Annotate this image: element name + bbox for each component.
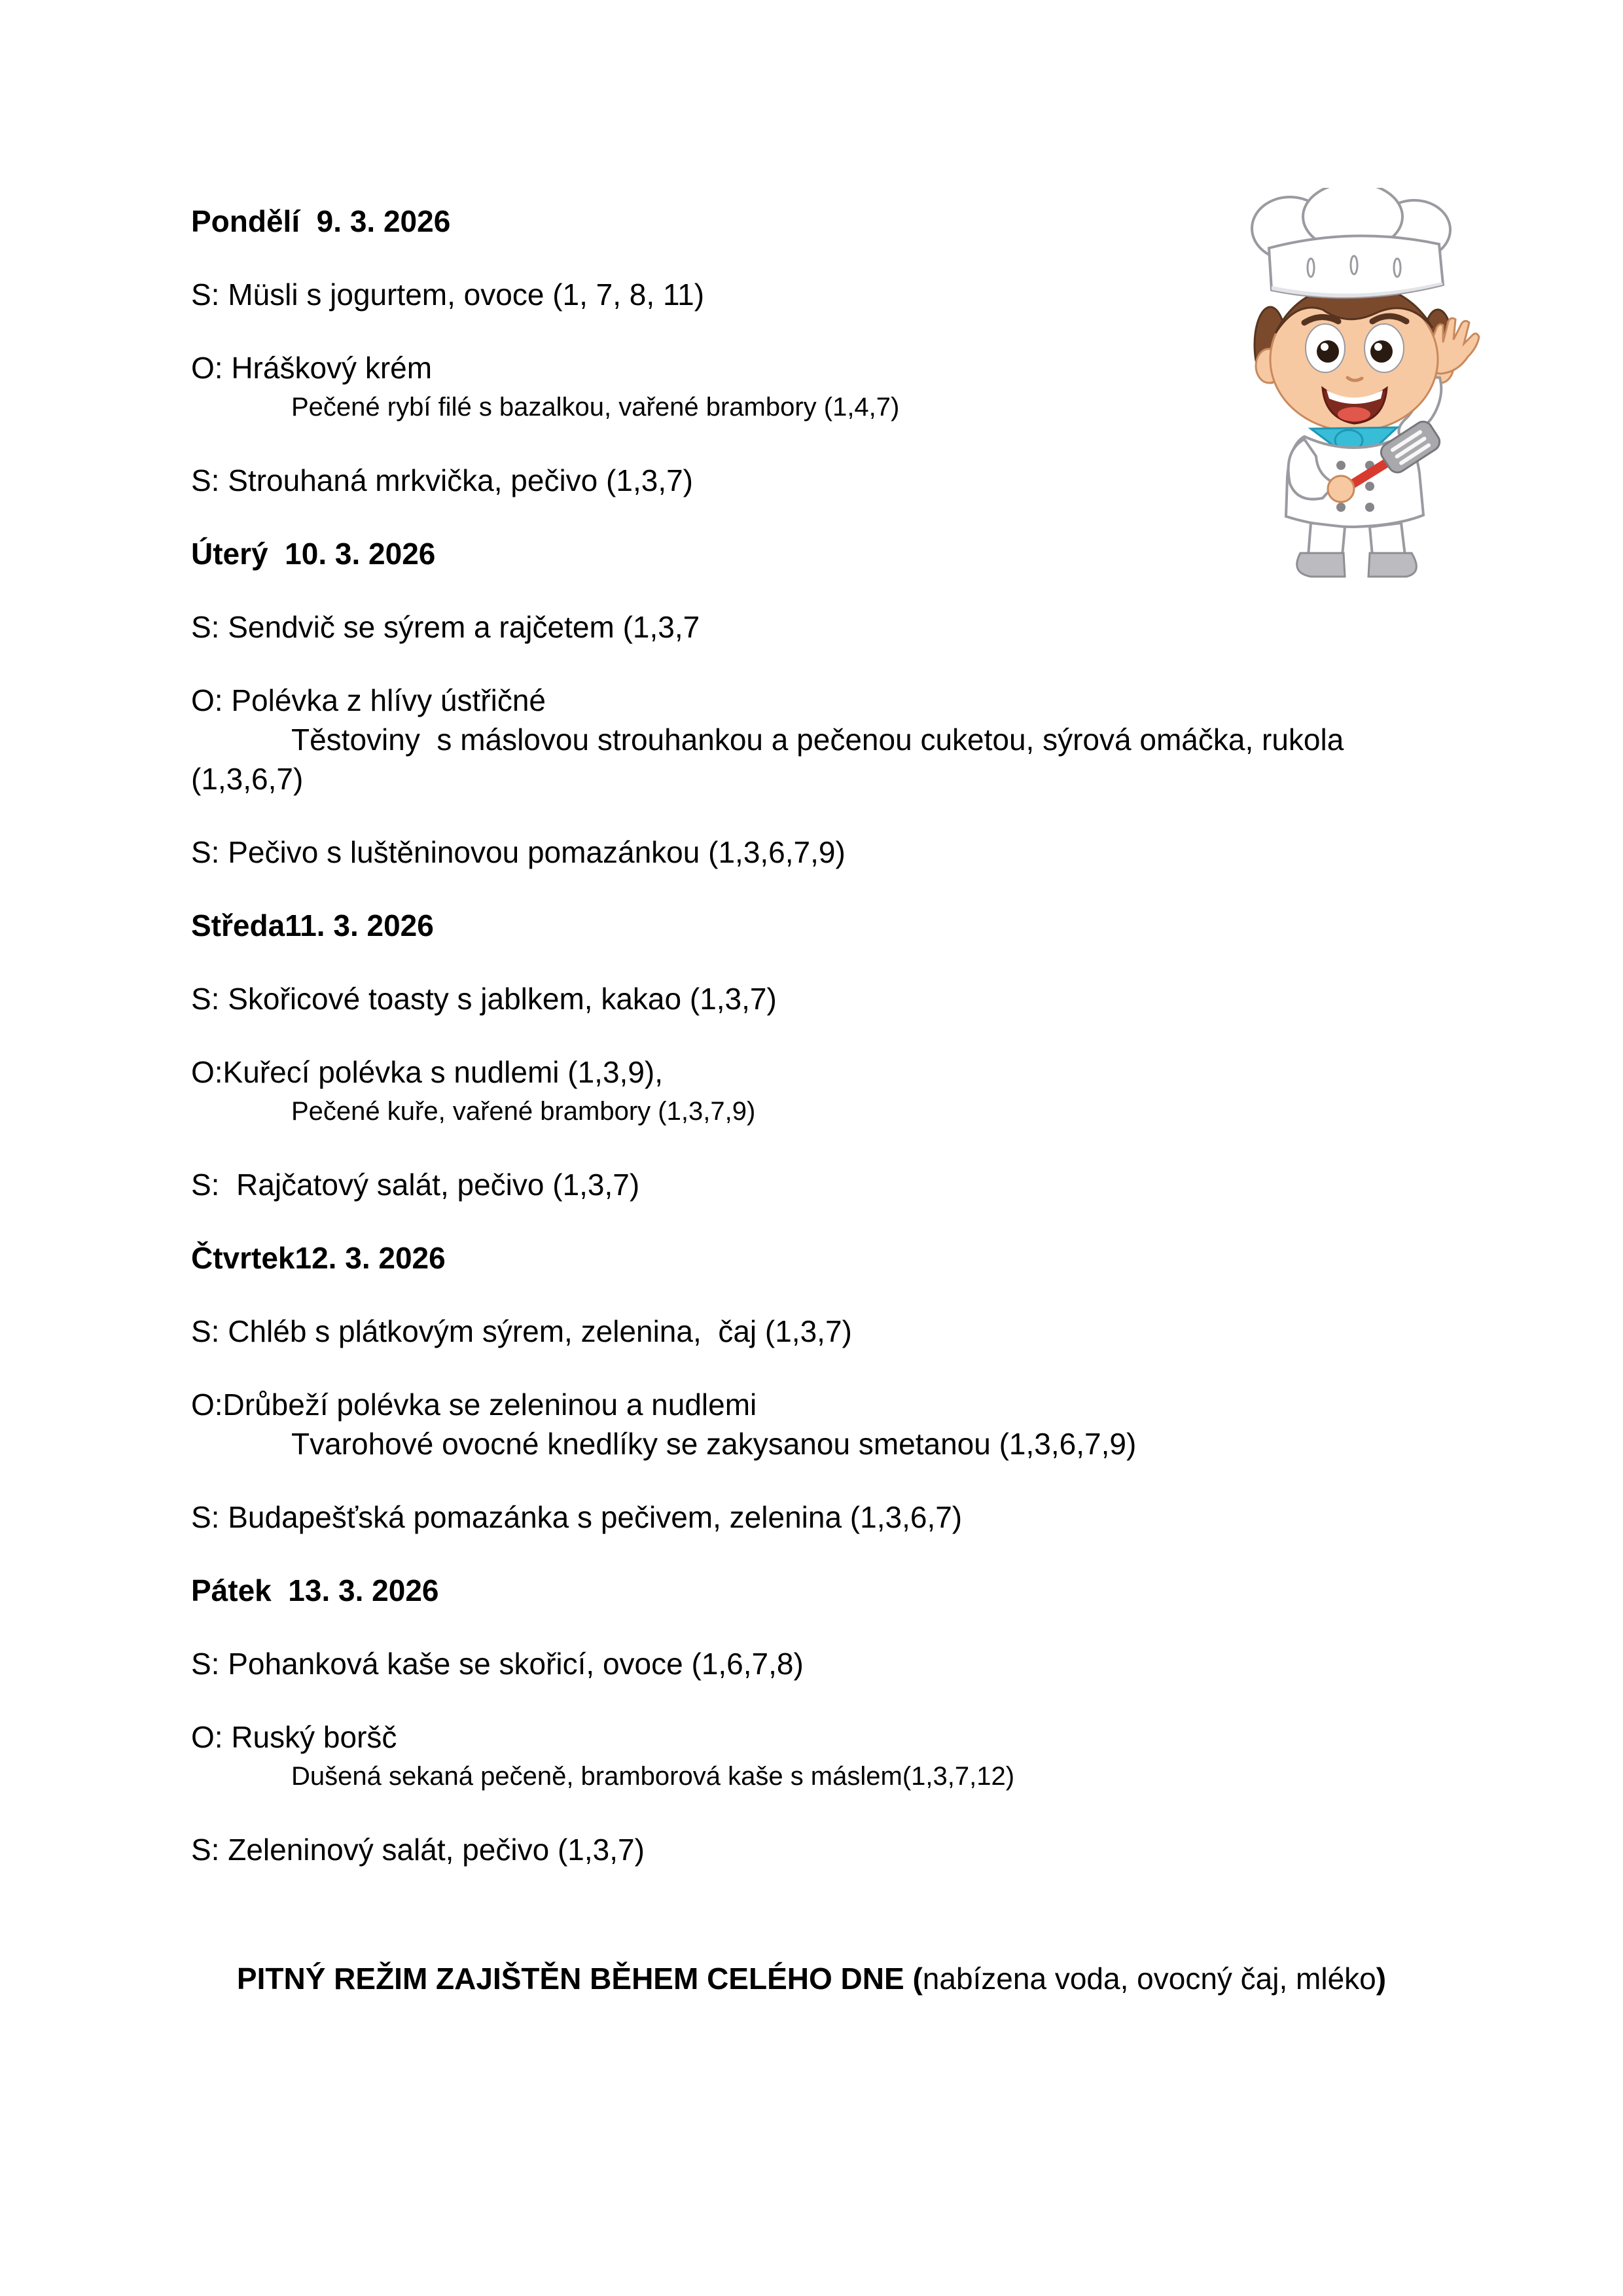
meal-line: Těstoviny s máslovou strouhankou a pečenou cuketou, sýrová omáčka, rukola: [291, 723, 1344, 757]
meal-paragraph: [191, 1644, 1466, 1683]
meal-paragraph: [191, 1312, 1466, 1351]
meal-paragraph: [191, 1385, 1466, 1463]
day-heading: Pondělí 9. 3. 2026: [191, 204, 451, 238]
day-heading: Čtvrtek12. 3. 2026: [191, 1241, 446, 1275]
meal-paragraph: [191, 348, 1466, 427]
day-heading: Úterý 10. 3. 2026: [191, 537, 436, 571]
meal-line: S: Chléb s plátkovým sýrem, zelenina, čaj (1,3,7): [191, 1314, 852, 1348]
meal-line: S: Sendvič se sýrem a rajčetem (1,3,7: [191, 610, 700, 644]
day-section: [191, 906, 1466, 1204]
day-section: [191, 1238, 1466, 1537]
meal-line: Dušená sekaná pečeně, bramborová kaše s máslem(1,3,7,12): [291, 1762, 1015, 1791]
meal-paragraph: [191, 681, 1466, 798]
meal-paragraph: [191, 1830, 1466, 1869]
drink-notice-bold-prefix: PITNÝ REŽIM ZAJIŠTĚN BĚHEM CELÉHO DNE (: [236, 1962, 923, 1996]
meal-paragraph: [191, 607, 1466, 647]
drink-notice: [0, 1959, 1623, 1998]
meal-line: Tvarohové ovocné knedlíky se zakysanou smetanou (1,3,6,7,9): [291, 1427, 1137, 1461]
meal-line: S: Rajčatový salát, pečivo (1,3,7): [191, 1168, 640, 1202]
meal-paragraph: [191, 1052, 1466, 1131]
meal-paragraph: [191, 1165, 1466, 1204]
meal-line: S: Zeleninový salát, pečivo (1,3,7): [191, 1833, 645, 1867]
day-heading: Středa11. 3. 2026: [191, 908, 434, 942]
menu-content: [191, 202, 1466, 1903]
meal-paragraph: [191, 979, 1466, 1018]
meal-line: O: Hráškový krém: [191, 351, 433, 385]
meal-line: O: Ruský boršč: [191, 1720, 397, 1754]
drink-notice-bold-suffix: ): [1376, 1962, 1387, 1996]
meal-line: O:Drůbeží polévka se zeleninou a nudlemi: [191, 1388, 757, 1422]
meal-paragraph: [191, 833, 1466, 872]
meal-paragraph: [191, 1498, 1466, 1537]
meal-line: S: Pečivo s luštěninovou pomazánkou (1,3,6,7,9): [191, 835, 846, 869]
drink-notice-normal: nabízena voda, ovocný čaj, mléko: [922, 1962, 1376, 1996]
meal-line: S: Skořicové toasty s jablkem, kakao (1,3,7): [191, 982, 777, 1016]
meal-line: Pečené rybí filé s bazalkou, vařené brambory (1,4,7): [291, 393, 900, 422]
meal-line: S: Müsli s jogurtem, ovoce (1, 7, 8, 11): [191, 278, 705, 312]
day-section: [191, 202, 1466, 500]
meal-line: (1,3,6,7): [191, 762, 304, 796]
day-section: [191, 1571, 1466, 1869]
meal-line: S: Strouhaná mrkvička, pečivo (1,3,7): [191, 463, 693, 497]
meal-line: O: Polévka z hlívy ústřičné: [191, 683, 546, 717]
meal-paragraph: [191, 461, 1466, 500]
meal-line: S: Pohanková kaše se skořicí, ovoce (1,6,7,8): [191, 1647, 804, 1681]
meal-line: O:Kuřecí polévka s nudlemi (1,3,9),: [191, 1055, 663, 1089]
day-section: [191, 534, 1466, 872]
meal-line: S: Budapešťská pomazánka s pečivem, zelenina (1,3,6,7): [191, 1500, 963, 1534]
meal-line: Pečené kuře, vařené brambory (1,3,7,9): [291, 1097, 756, 1126]
day-heading: Pátek 13. 3. 2026: [191, 1573, 439, 1607]
meal-paragraph: [191, 1717, 1466, 1796]
meal-paragraph: [191, 275, 1466, 314]
